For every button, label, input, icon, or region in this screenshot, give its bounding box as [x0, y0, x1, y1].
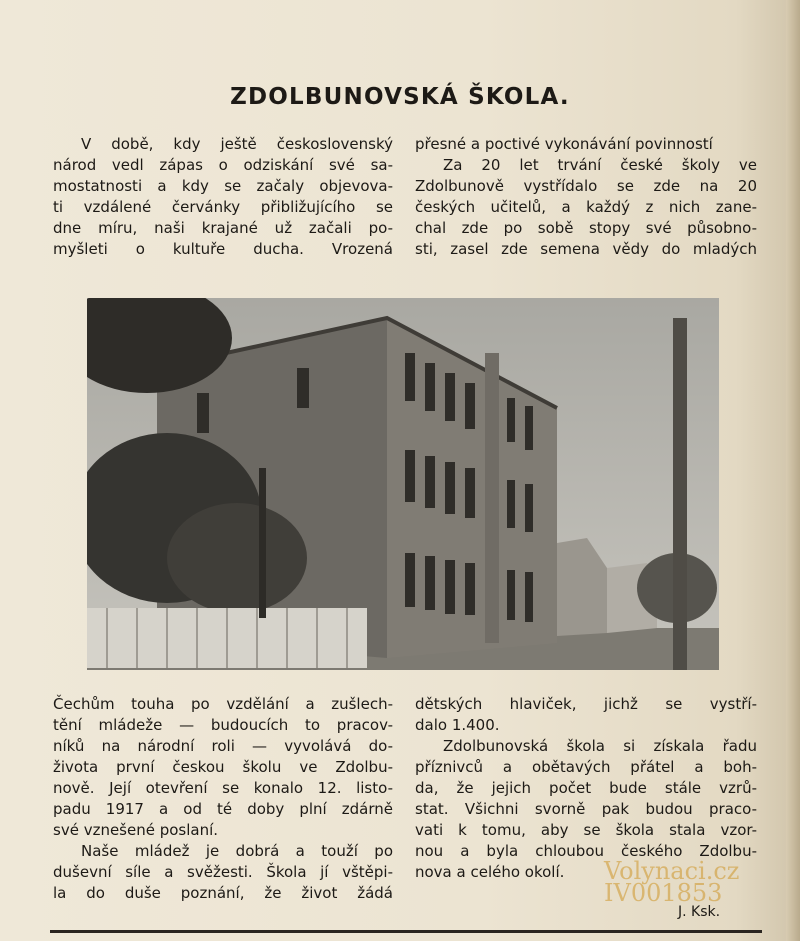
top-left-column — [53, 134, 393, 260]
watermark-line: Volynaci.cz — [604, 857, 740, 885]
bottom-left-column — [53, 694, 393, 904]
watermark — [604, 857, 740, 907]
text-line: přesné a poctivé vykonávání povinností — [415, 135, 713, 153]
author-signature: J. Ksk. — [678, 904, 721, 920]
text-line: padu 1917 a od té doby plní zdárně — [53, 800, 393, 818]
text-line: života první českou školu ve Zdolbu- — [53, 758, 393, 776]
article-title: ZDOLBUNOVSKÁ ŠKOLA. — [230, 84, 570, 110]
text-line: mostatnosti a kdy se začaly objevova- — [53, 177, 393, 195]
text-line: českých učitelů, a každý z nich zane- — [415, 198, 757, 216]
text-line: vati k tomu, aby se škola stala vzor- — [415, 821, 757, 839]
text-line: Zdolbunovská škola si získala řadu — [443, 737, 757, 755]
text-line: tění mládeže — budoucích to pracov- — [53, 716, 393, 734]
text-line: níků na národní roli — vyvolává do- — [53, 737, 393, 755]
text-line: stat. Všichni svorně pak budou praco- — [415, 800, 757, 818]
text-line: dalo 1.400. — [415, 716, 500, 734]
school-photo — [87, 298, 719, 670]
text-line: dětských hlaviček, jichž se vystří- — [415, 695, 757, 713]
text-line: Zdolbunově vystřídalo se zde na 20 — [415, 177, 757, 195]
text-line: nově. Její otevření se konalo 12. listo- — [53, 779, 393, 797]
text-line: Naše mládež je dobrá a touží po — [81, 842, 393, 860]
text-line: V době, kdy ještě československý — [81, 135, 393, 153]
text-line: chal zde po sobě stopy své působno- — [415, 219, 757, 237]
text-line: Za 20 let trvání české školy ve — [443, 156, 757, 174]
text-line: da, že jejich počet bude stále vzrů- — [415, 779, 757, 797]
text-line: dne míru, naši krajané už začali po- — [53, 219, 393, 237]
page-edge — [786, 0, 800, 941]
bottom-rule — [50, 930, 762, 933]
text-line: la do duše poznání, že život žádá — [53, 884, 393, 902]
bottom-right-column — [415, 694, 757, 883]
text-line: nova a celého okolí. — [415, 863, 565, 881]
text-line: sti, zasel zde semena vědy do mladých — [415, 240, 757, 258]
top-right-column — [415, 134, 757, 260]
text-line: příznivců a obětavých přátel a boh- — [415, 758, 757, 776]
text-line: ti vzdálené červánky přibližujícího se — [53, 198, 393, 216]
text-line: národ vedl zápas o odziskání své sa- — [53, 156, 393, 174]
text-line: nou a byla chloubou českého Zdolbu- — [415, 842, 757, 860]
text-line: Čechům touha po vzdělání a zušlech- — [53, 695, 393, 713]
text-line: duševní síle a svěžesti. Škola jí vštěpi- — [53, 863, 393, 881]
text-line: myšleti o kultuře ducha. Vrozená — [53, 240, 393, 258]
text-line: své vznešené poslaní. — [53, 821, 219, 839]
watermark-line: IV001853 — [604, 879, 723, 907]
